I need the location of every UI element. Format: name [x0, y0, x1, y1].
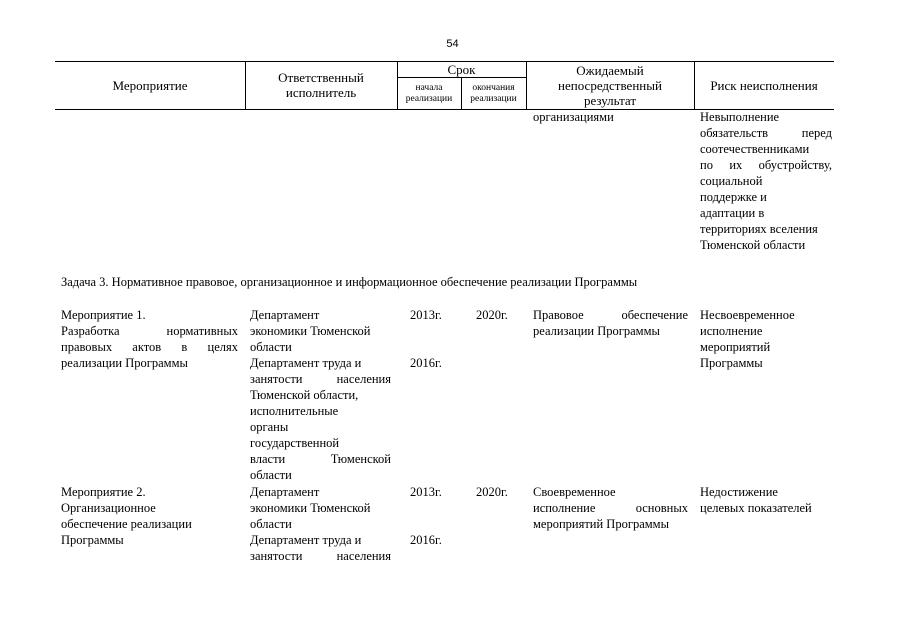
row2-responsible-2: Департамент труда и занятости населения: [250, 533, 391, 563]
row2-end-1: 2020г.: [476, 485, 508, 499]
header-responsible: Ответственный исполнитель: [278, 70, 364, 100]
header-result: Ожидаемый непосредственный результат: [558, 63, 662, 108]
row2-risk: Недостижение целевых показателей: [700, 485, 812, 515]
task-heading: Задача 3. Нормативное правовое, организационное и информационное обеспечение реализации Программы: [61, 275, 638, 289]
continuation-result: организациями: [533, 110, 614, 124]
row1-result: Правовое обеспечение реализации Программы: [533, 308, 688, 338]
row2-start-1: 2013г.: [410, 485, 442, 499]
row2-responsible-1: Департамент экономики Тюменской области: [250, 485, 371, 531]
continuation-risk: Невыполнение обязательств перед соотечественниками по их обустройству, социальной поддержке и адаптации в территориях вселения Тюменской области: [700, 110, 832, 252]
row2-start-2: 2016г.: [410, 533, 442, 547]
header-term: Срок: [447, 62, 476, 77]
page-number: 54: [446, 38, 459, 50]
row1-start-1: 2013г.: [410, 308, 442, 322]
header-activity: Мероприятие: [112, 78, 188, 93]
header-risk: Риск неисполнения: [710, 78, 818, 93]
row1-activity: Мероприятие 1. Разработка нормативных правовых актов в целях реализации Программы: [61, 308, 238, 370]
header-term-start: начала реализации: [405, 83, 453, 104]
row1-responsible-1: Департамент экономики Тюменской области: [250, 308, 371, 354]
header-term-end: окончания реализации: [470, 83, 517, 104]
row1-risk: Несвоевременное исполнение мероприятий Программы: [700, 308, 795, 370]
row2-activity: Мероприятие 2. Организационное обеспечение реализации Программы: [61, 485, 192, 547]
row1-responsible-2: Департамент труда и занятости населения Тюменской области, исполнительные органы государственной власти Тюменской области: [250, 356, 391, 482]
row1-end-1: 2020г.: [476, 308, 508, 322]
row1-start-2: 2016г.: [410, 356, 442, 370]
row2-result: Своевременное исполнение основных мероприятий Программы: [533, 485, 688, 531]
